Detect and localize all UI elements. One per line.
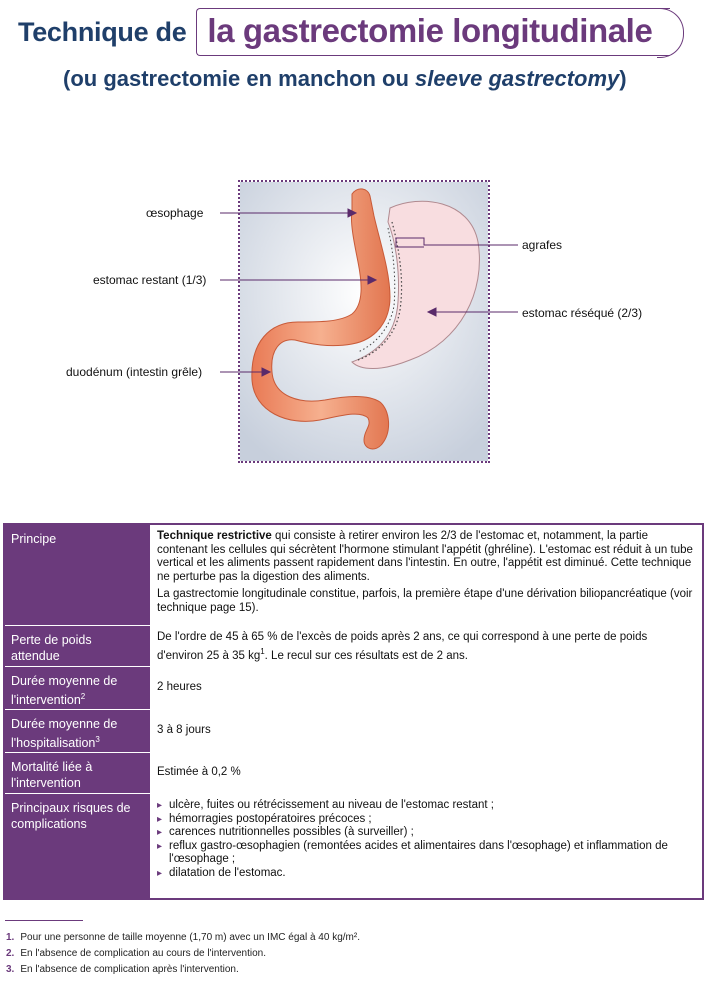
subtitle-close: ) xyxy=(619,66,627,91)
perte-text-b: . Le recul sur ces résultats est de 2 ans. xyxy=(264,649,468,662)
footnote-divider xyxy=(5,920,83,921)
footnote-1-text: Pour une personne de taille moyenne (1,70 m) avec un IMC égal à 40 kg/m². xyxy=(20,932,360,943)
row-duree-hospitalisation-label xyxy=(5,710,148,752)
row-principe xyxy=(5,525,702,626)
duree-intervention-label-text: Durée moyenne de l'intervention xyxy=(11,674,118,708)
row-perte xyxy=(5,626,702,667)
row-duree-intervention-value: 2 heures xyxy=(148,667,702,709)
principe-text-1: qui consiste à retirer environ les 2/3 de l'estomac et, notamment, la partie contenant les cellules qui sécrètent l'hormone stimulant l'appétit (ghréline). L'estomac est réduit à un tube vertical et les aliments passent rapidement dans l'intestin. En outre, l'appétit est diminué. Cette technique ne perturbe pas la digestion des aliments. xyxy=(157,530,693,583)
row-mortalite xyxy=(5,753,702,794)
label-duodenum: duodénum (intestin grêle) xyxy=(66,365,203,379)
label-estomac-restant: estomac restant (1/3) xyxy=(93,273,207,287)
row-principe-value xyxy=(148,525,702,625)
row-duree-hospitalisation xyxy=(5,710,702,753)
title-highlight: la gastrectomie longitudinale xyxy=(196,8,670,56)
list-item: ▸ reflux gastro-œsophagien (remontées acides et alimentaires dans l'œsophage) et inflammation de l'œsophage ; xyxy=(157,840,695,867)
title-prefix: Technique de xyxy=(18,16,187,47)
technique-table xyxy=(3,523,704,900)
row-mortalite-label: Mortalité liée à l'intervention xyxy=(5,753,148,793)
label-estomac-reseque: estomac réséqué (2/3) xyxy=(522,306,643,320)
footnote-3 xyxy=(6,964,239,975)
subtitle-italic: sleeve gastrectomy xyxy=(415,66,620,91)
label-agrafes: agrafes xyxy=(522,238,563,252)
footnote-2-text: En l'absence de complication au cours de l'intervention. xyxy=(20,948,266,959)
row-perte-value xyxy=(148,626,702,666)
principe-paragraph-2: La gastrectomie longitudinale constitue, parfois, la première étape d'une dérivation biliopancréatique (voir technique page 15). xyxy=(157,588,693,614)
principe-paragraph-1 xyxy=(157,530,695,584)
footnote-2-number: 2. xyxy=(6,948,15,959)
duree-hospitalisation-footnote-ref: 3 xyxy=(95,735,100,744)
perte-text-a: De l'ordre de 45 à 65 % de l'excès de poids après 2 ans, ce qui correspond à une perte de poids d'environ 25 à 35 kg xyxy=(157,631,648,662)
row-mortalite-value: Estimée à 0,2 % xyxy=(148,753,702,793)
row-duree-intervention xyxy=(5,667,702,710)
risques-list xyxy=(157,799,695,880)
footnote-2 xyxy=(6,948,266,959)
duree-intervention-footnote-ref: 2 xyxy=(80,692,86,701)
row-risques xyxy=(5,794,702,898)
list-item: ▸ ulcère, fuites ou rétrécissement au niveau de l'estomac restant ; xyxy=(157,799,695,813)
footnote-3-number: 3. xyxy=(6,964,15,975)
perte-footnote-ref: 1 xyxy=(260,646,265,656)
row-risques-value xyxy=(148,794,702,898)
list-item: ▸ carences nutritionnelles possibles (à surveiller) ; xyxy=(157,826,695,840)
label-oesophage: œsophage xyxy=(146,206,204,220)
principe-bold-lead: Technique restrictive xyxy=(157,530,272,542)
row-duree-intervention-label xyxy=(5,667,148,709)
footnote-1 xyxy=(6,932,360,943)
row-risques-label: Principaux risques de complications xyxy=(5,794,148,898)
list-item: ▸ hémorragies postopératoires précoces ; xyxy=(157,813,695,827)
list-item: ▸ dilatation de l'estomac. xyxy=(157,867,695,881)
subtitle-open: (ou gastrectomie en manchon ou xyxy=(63,66,416,91)
row-perte-label: Perte de poids attendue xyxy=(5,626,148,666)
duree-hospitalisation-label-text: Durée moyenne de l'hospitalisation xyxy=(11,717,118,751)
row-duree-hospitalisation-value: 3 à 8 jours xyxy=(148,710,702,752)
footnote-1-number: 1. xyxy=(6,932,15,943)
footnote-3-text: En l'absence de complication après l'intervention. xyxy=(20,964,239,975)
row-principe-label: Principe xyxy=(5,525,148,625)
